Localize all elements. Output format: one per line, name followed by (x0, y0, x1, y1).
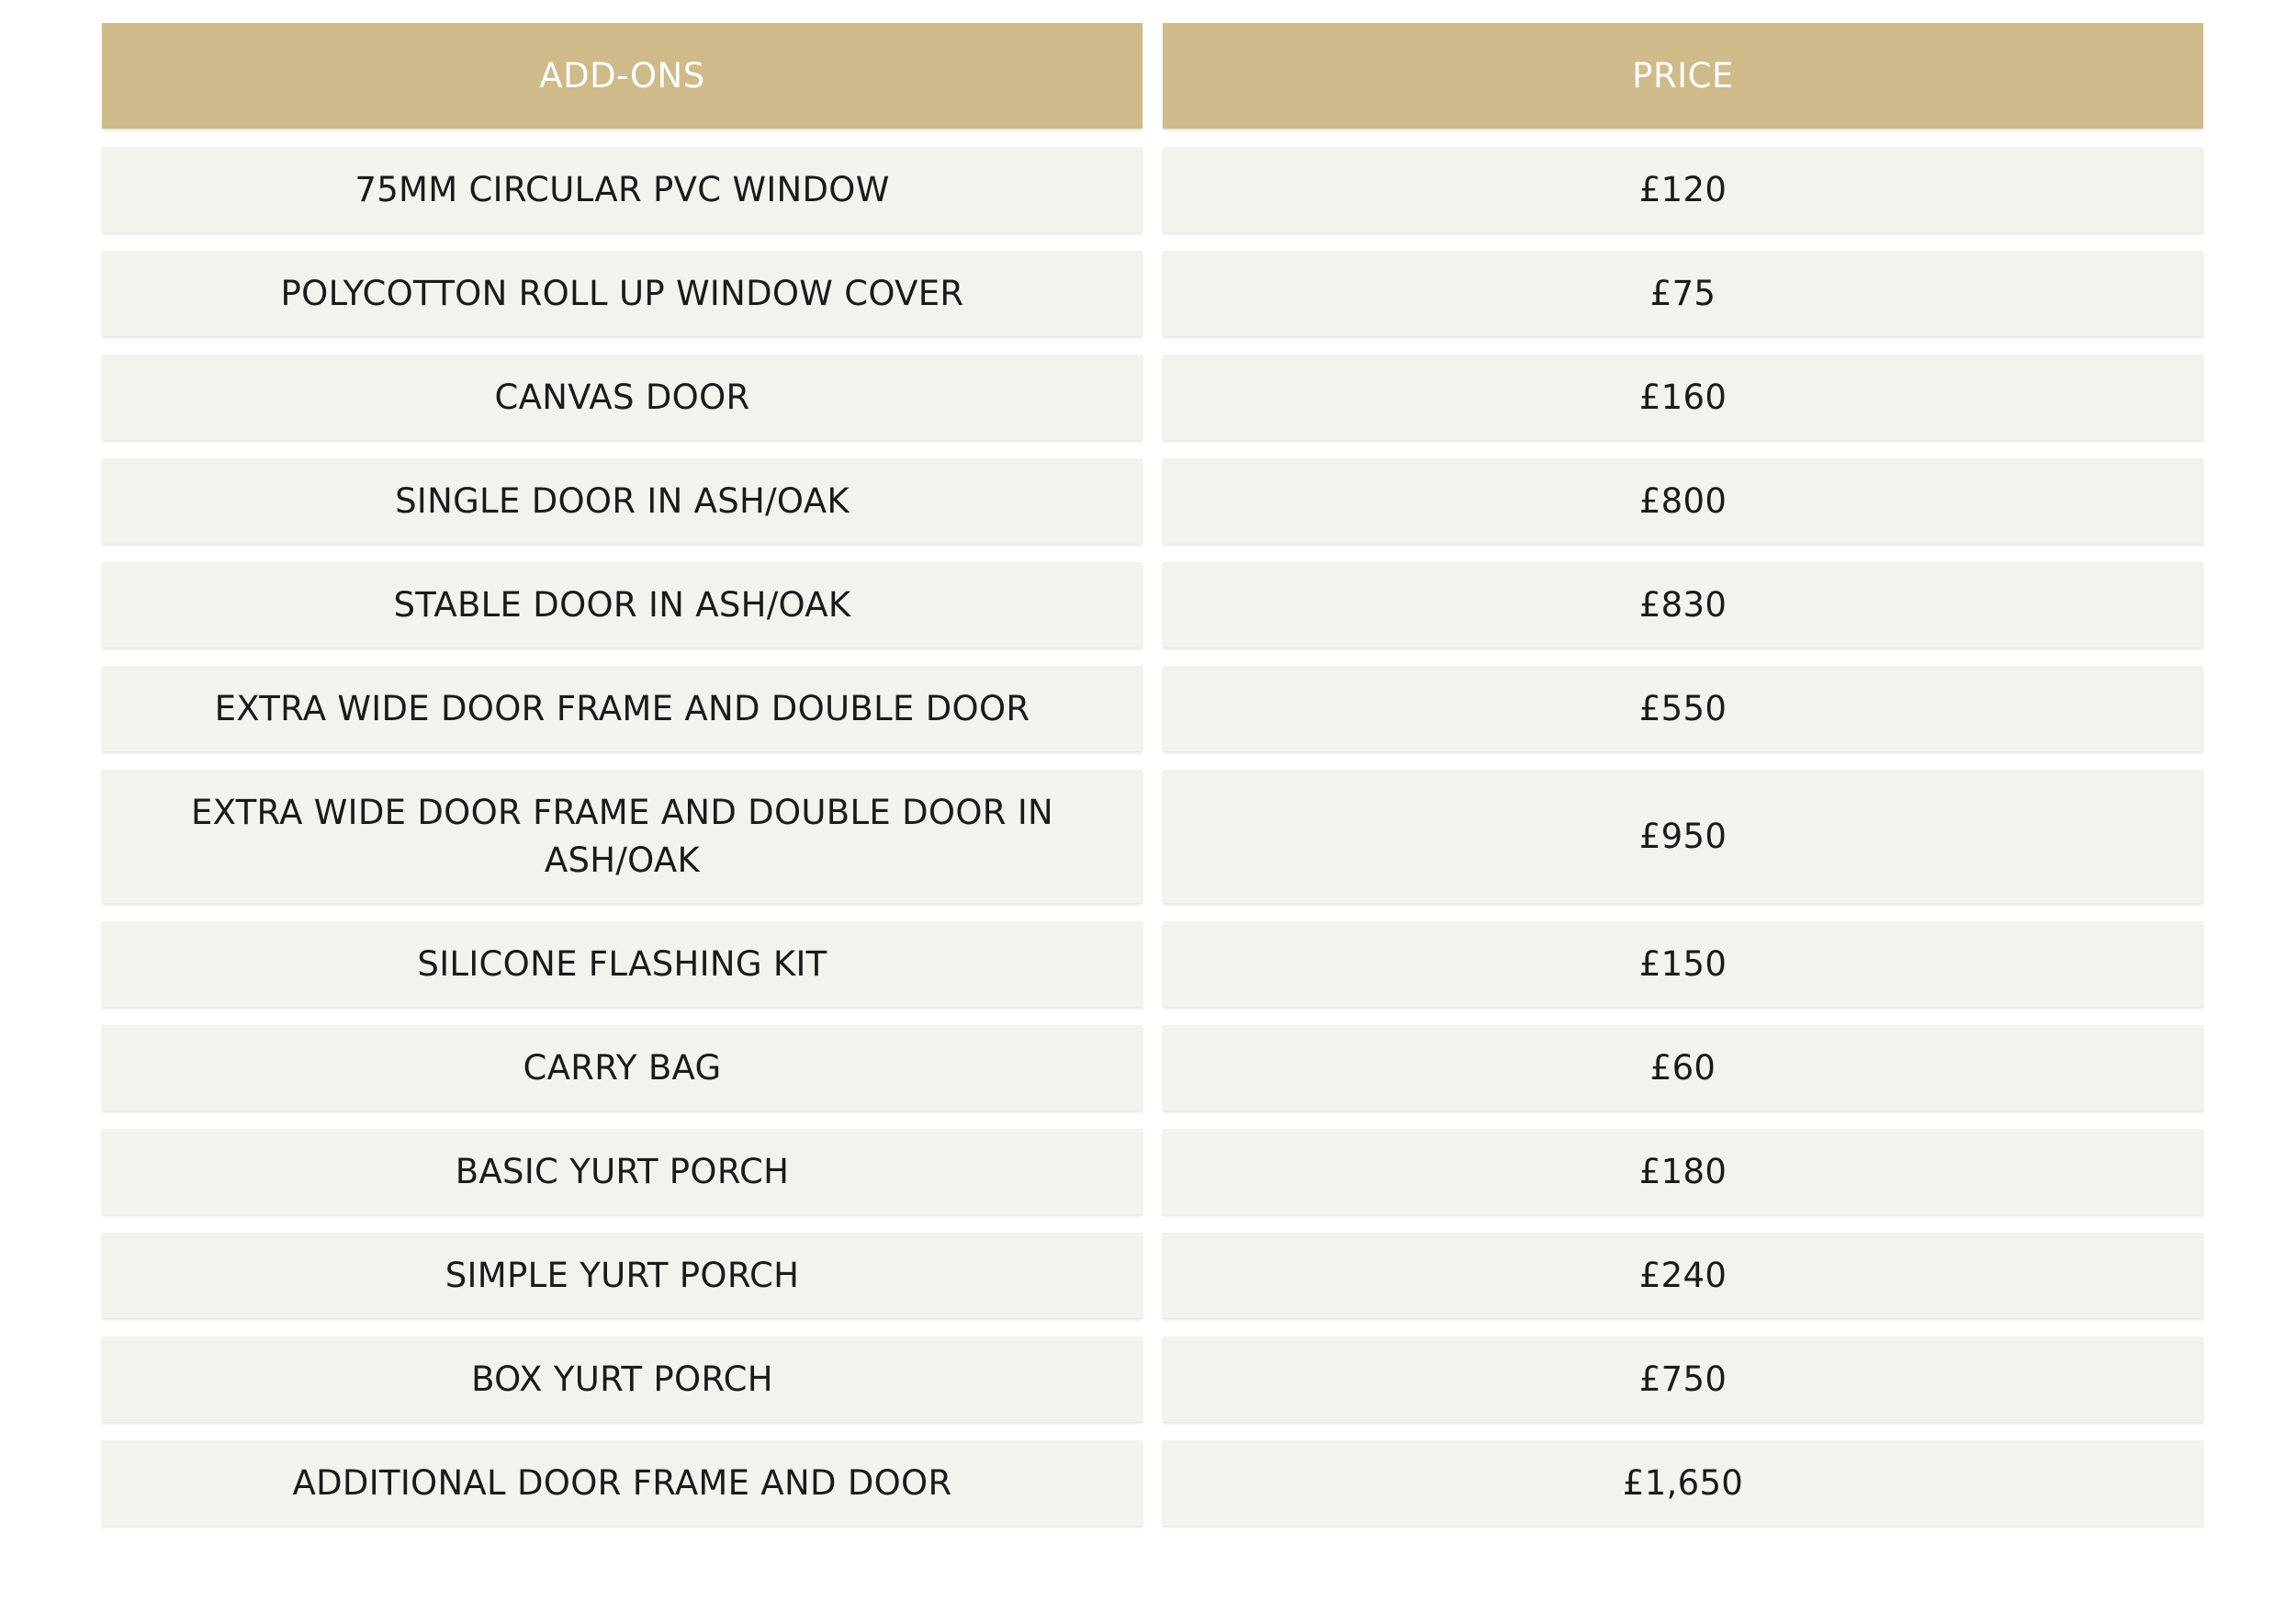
price-cell: £950 (1163, 770, 2203, 903)
header-price: PRICE (1163, 23, 2203, 129)
header-addons: ADD-ONS (102, 23, 1142, 129)
addon-cell: 75MM CIRCULAR PVC WINDOW (102, 147, 1142, 232)
price-cell: £160 (1163, 355, 2203, 440)
addon-cell: STABLE DOOR IN ASH/OAK (102, 562, 1142, 648)
price-cell: £75 (1163, 251, 2203, 336)
addon-cell: BASIC YURT PORCH (102, 1129, 1142, 1214)
addon-cell: POLYCOTTON ROLL UP WINDOW COVER (102, 251, 1142, 336)
addon-cell: SIMPLE YURT PORCH (102, 1233, 1142, 1318)
addon-cell: CANVAS DOOR (102, 355, 1142, 440)
price-cell: £240 (1163, 1233, 2203, 1318)
addon-cell: SILICONE FLASHING KIT (102, 921, 1142, 1007)
addon-cell: ADDITIONAL DOOR FRAME AND DOOR (102, 1440, 1142, 1526)
addon-cell: SINGLE DOOR IN ASH/OAK (102, 458, 1142, 544)
price-cell: £550 (1163, 666, 2203, 751)
addon-cell: CARRY BAG (102, 1025, 1142, 1111)
price-cell: £750 (1163, 1336, 2203, 1422)
price-cell: £800 (1163, 458, 2203, 544)
addon-cell: EXTRA WIDE DOOR FRAME AND DOUBLE DOOR (102, 666, 1142, 751)
addon-cell: EXTRA WIDE DOOR FRAME AND DOUBLE DOOR IN ASH/OAK (102, 770, 1142, 903)
price-cell: £180 (1163, 1129, 2203, 1214)
price-cell: £60 (1163, 1025, 2203, 1111)
price-cell: £1,650 (1163, 1440, 2203, 1526)
addons-price-table (102, 23, 2203, 1526)
price-cell: £150 (1163, 921, 2203, 1007)
price-cell: £830 (1163, 562, 2203, 648)
price-cell: £120 (1163, 147, 2203, 232)
addon-cell: BOX YURT PORCH (102, 1336, 1142, 1422)
